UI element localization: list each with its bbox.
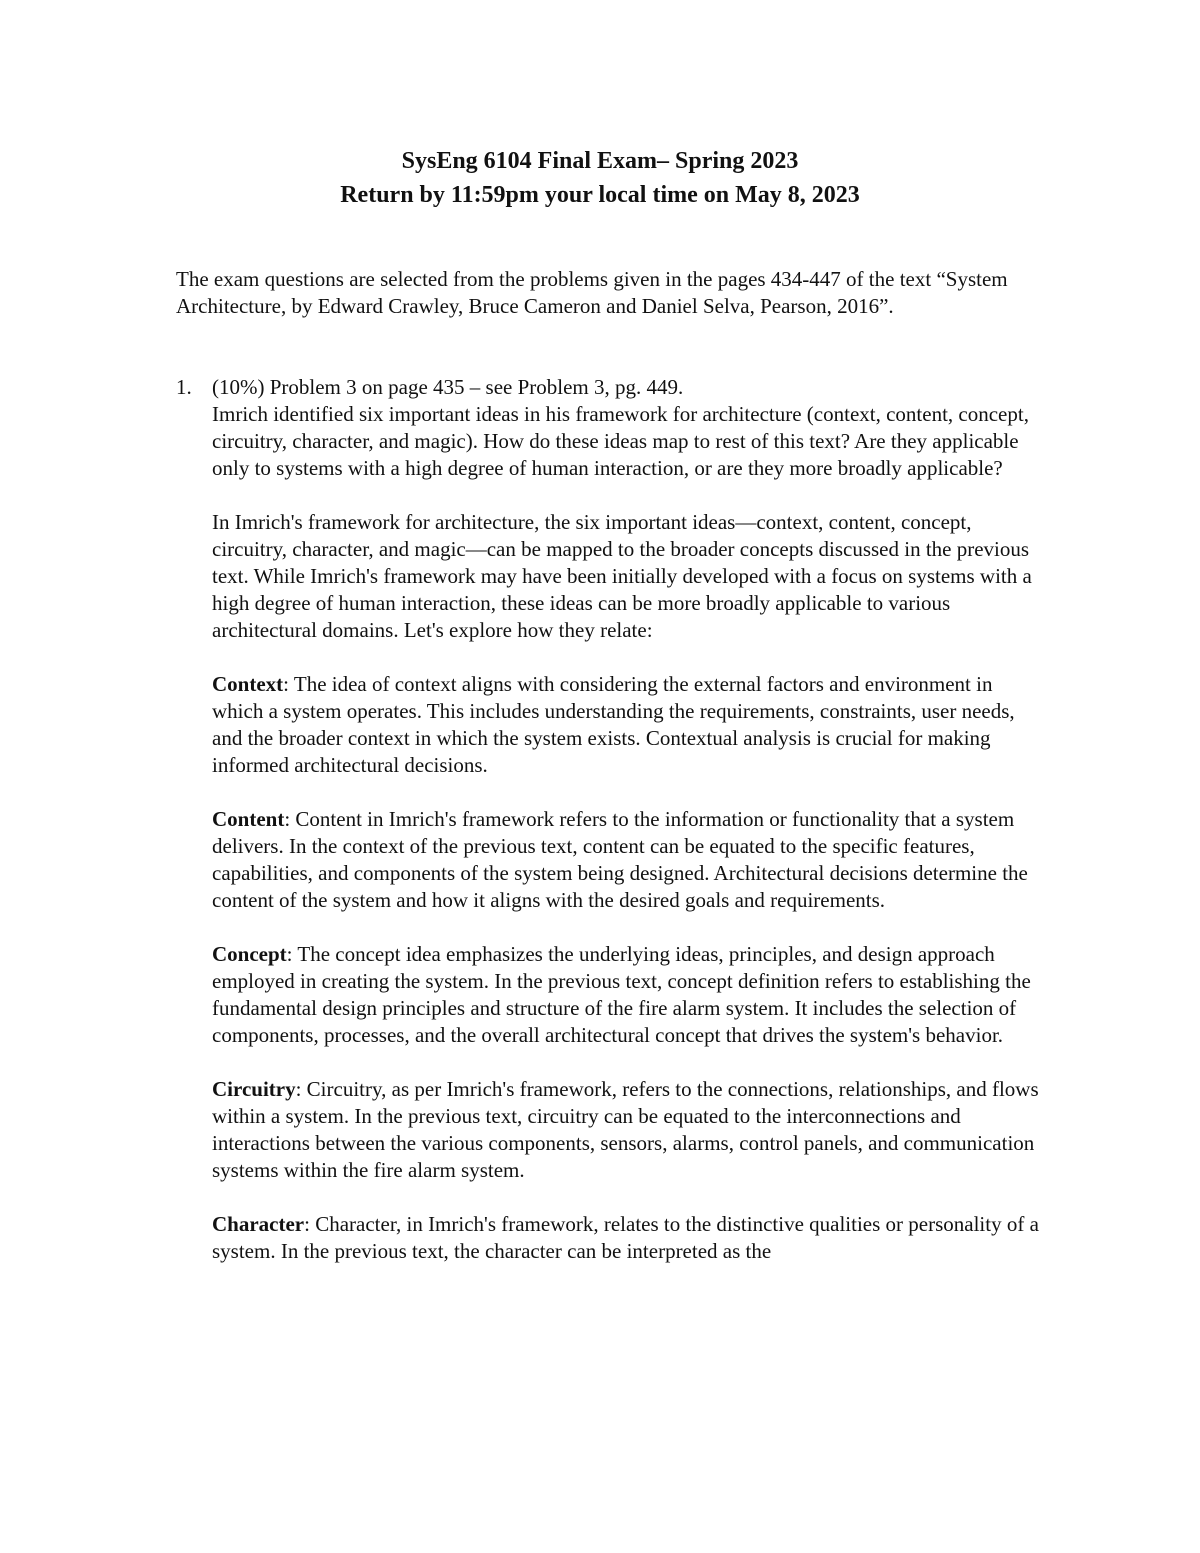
section-text: : Content in Imrich's framework refers to the information or functionality that a system delivers. In the context of the previous text, content can be equated to the specific features, capabilities, and components of the system being designed. Architectural decisions determine the content of the system and how it aligns with the desired goals and requirements. [212, 807, 1028, 912]
section-text: : The concept idea emphasizes the underlying ideas, principles, and design approach employed in creating the system. In the previous text, concept definition refers to establishing the fundamental design principles and structure of the fire alarm system. It includes the selection of components, processes, and the overall architectural concept that drives the system's behavior. [212, 942, 1031, 1047]
section-character [212, 1211, 1042, 1265]
section-text: : Circuitry, as per Imrich's framework, refers to the connections, relationships, and flows within a system. In the previous text, circuitry can be equated to the interconnections and interactions between the various components, sensors, alarms, control panels, and communication systems within the fire alarm system. [212, 1077, 1039, 1182]
title-line-deadline: Return by 11:59pm your local time on May 8, 2023 [340, 182, 860, 208]
section-term: Context [212, 672, 284, 696]
page-title [0, 144, 1200, 212]
section-text: : Character, in Imrich's framework, relates to the distinctive qualities or personality of a system. In the previous text, the character can be interpreted as the [212, 1212, 1039, 1263]
section-term: Content [212, 807, 285, 831]
question-heading: (10%) Problem 3 on page 435 – see Problem 3, pg. 449. [212, 375, 684, 399]
section-context [212, 671, 1042, 779]
section-text: : The idea of context aligns with considering the external factors and environment in which a system operates. This includes understanding the requirements, constraints, user needs, and the broader context in which the system exists. Contextual analysis is crucial for making informed architectural decisions. [212, 672, 1015, 777]
title-line-exam: SysEng 6104 Final Exam– Spring 2023 [401, 148, 799, 174]
section-term: Circuitry [212, 1077, 296, 1101]
section-content [212, 806, 1042, 914]
question-prompt: Imrich identified six important ideas in his framework for architecture (context, content, concept, circuitry, character, and magic). How do these ideas map to rest of this text? Are they applicable only to systems with a high degree of human interaction, or are they more broadly applicable? [212, 402, 1029, 480]
answer-intro: In Imrich's framework for architecture, the six important ideas—context, content, concept, circuitry, character, and magic—can be mapped to the broader concepts discussed in the previous text. While Imrich's framework may have been initially developed with a focus on systems with a high degree of human interaction, these ideas can be more broadly applicable to various architectural domains. Let's explore how they relate: [212, 510, 1032, 642]
section-term: Character [212, 1212, 305, 1236]
intro-paragraph [176, 266, 1036, 320]
section-concept [212, 941, 1042, 1049]
section-circuitry [212, 1076, 1042, 1184]
question-body [212, 374, 1042, 1265]
question-block [212, 374, 1042, 482]
question-number: 1. [176, 375, 192, 399]
intro-text: The exam questions are selected from the problems given in the pages 434-447 of the text “System Architecture, by Edward Crawley, Bruce Cameron and Daniel Selva, Pearson, 2016”. [176, 267, 1008, 318]
section-term: Concept [212, 942, 287, 966]
